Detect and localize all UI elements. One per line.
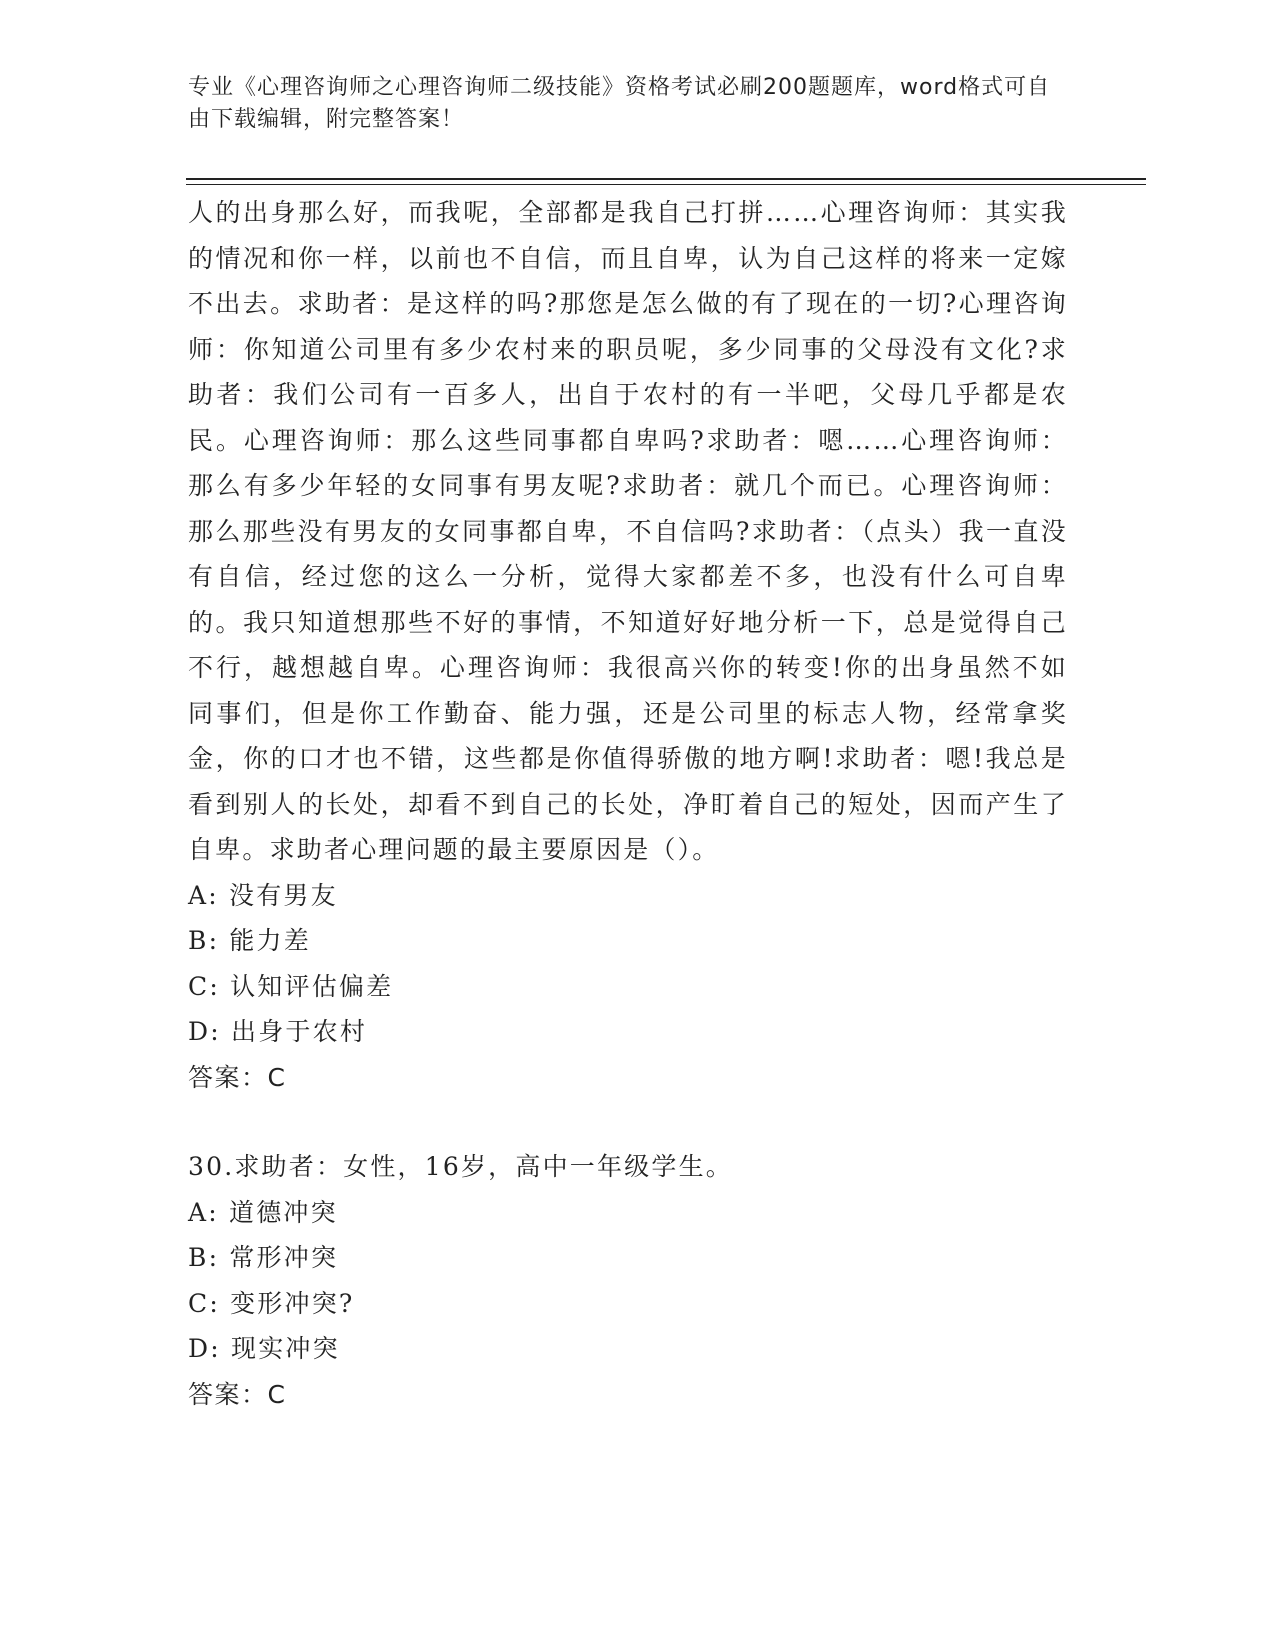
question-30-answer: 答案：C — [188, 1379, 287, 1409]
question-30-option-a: A: 道德冲突 — [188, 1197, 338, 1227]
question-29-option-c: C: 认知评估偏差 — [188, 971, 394, 1001]
question-30-stem: 30.求助者：女性，16岁，高中一年级学生。 — [188, 1152, 733, 1181]
question-30-option-d: D: 现实冲突 — [188, 1334, 340, 1363]
header-rule-secondary — [186, 184, 1146, 185]
question-29-stem: 人的出身那么好，而我呢，全部都是我自己打拼……心理咨询师：其实我的情况和你一样，以前也不自信，而且自卑，认为自己这样的将来一定嫁不出去。求助者：是这样的吗?那您是怎么做的有了现在的一切?心理咨询师：你知道公司里有多少农村来的职员呢，多少同事的父母没有文化?求助者：我们公司有一百多人，出自于农村的有一半吧，父母几乎都是农民。心理咨询师：那么这些同事都自卑吗?求助者：嗯……心理咨询师：那么有多少年轻的女同事有男友呢?求助者：就几个而已。心理咨询师：那么那些没有男友的女同事都自卑，不自信吗?求助者：（点头）我一直没有自信，经过您的这么一分析，觉得大家都差不多，也没有什么可自卑的。我只知道想那些不好的事情，不知道好好地分析一下，总是觉得自己不行，越想越自卑。心理咨询师：我很高兴你的转变!你的出身虽然不如同事们，但是你工作勤奋、能力强，还是公司里的标志人物，经常拿奖金，你的口才也不错，这些都是你值得骄傲的地方啊!求助者：嗯!我总是看到别人的长处，却看不到自己的长处，净盯着自己的短处，因而产生了自卑。求助者心理问题的最主要原因是（）。 — [188, 198, 1068, 864]
question-29-option-d: D: 出身于农村 — [188, 1017, 368, 1046]
question-29-option-a: A: 没有男友 — [188, 880, 338, 910]
question-30-option-c: C: 变形冲突? — [188, 1288, 355, 1318]
page-header: 专业《心理咨询师之心理咨询师二级技能》资格考试必刷200题题库，word格式可自由下载编辑，附完整答案！ — [188, 75, 1051, 132]
document-body — [188, 190, 1068, 1417]
question-30-option-b: B: 常形冲突 — [188, 1243, 339, 1272]
question-29-answer: 答案：C — [188, 1062, 287, 1092]
header-rule — [186, 178, 1146, 180]
question-spacer — [188, 1100, 1068, 1144]
question-29-option-b: B: 能力差 — [188, 926, 311, 955]
